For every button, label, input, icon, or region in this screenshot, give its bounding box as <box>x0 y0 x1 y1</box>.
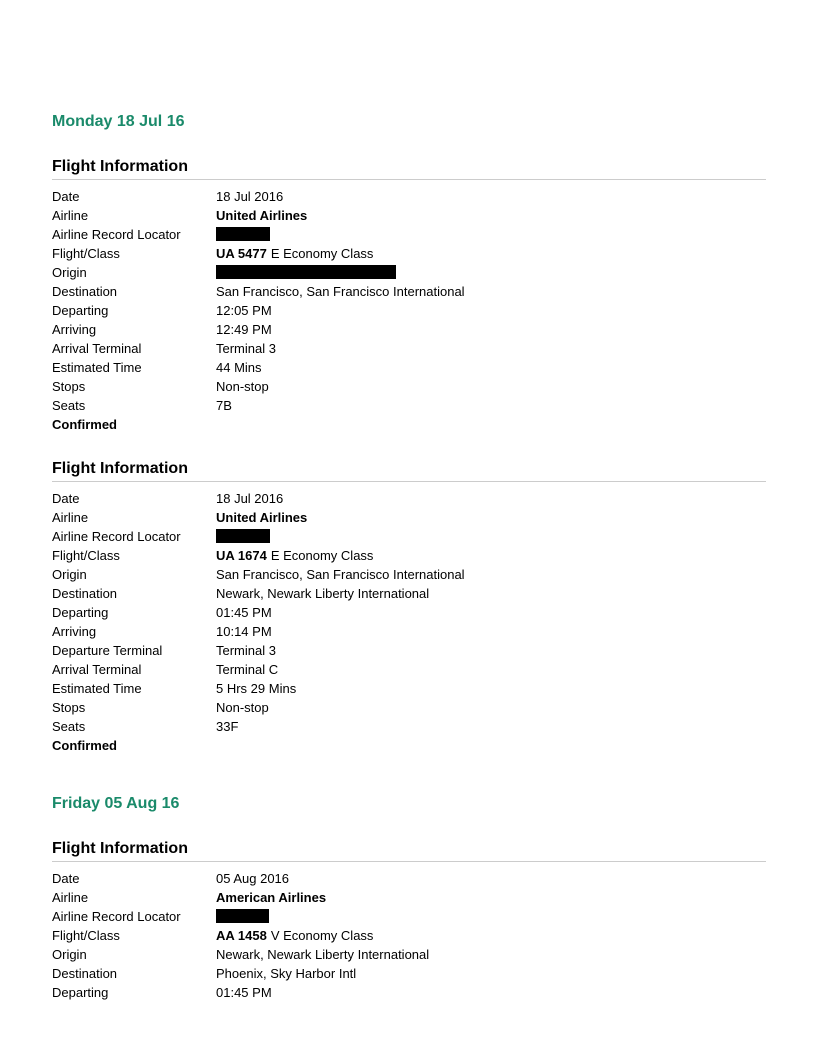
row-departing: Departing 01:45 PM <box>52 605 272 620</box>
fare-class: E Economy Class <box>270 548 374 563</box>
flight-number: UA 1674 <box>216 548 267 563</box>
row-record-locator: Airline Record Locator <box>52 907 766 926</box>
row-departing: Departing 01:45 PM <box>52 985 272 1000</box>
day-heading: Friday 05 Aug 16 <box>52 795 180 812</box>
fare-class: V Economy Class <box>270 928 374 943</box>
row-arriving: Arriving 10:14 PM <box>52 624 272 639</box>
row-origin: Origin Newark, Newark Liberty International <box>52 947 430 962</box>
row-arrival-terminal: Arrival Terminal Terminal C <box>52 662 279 677</box>
row-record-locator: Airline Record Locator <box>52 225 766 244</box>
row-destination: Destination Phoenix, Sky Harbor Intl <box>52 966 357 981</box>
row-flight-class: Flight/Class UA 5477 E Economy Class <box>52 246 374 261</box>
section-title: Flight Information <box>52 839 766 862</box>
flight-info-section <box>52 839 766 1002</box>
fare-class: E Economy Class <box>270 246 374 261</box>
flight-number: AA 1458 <box>216 928 267 943</box>
row-record-locator: Airline Record Locator <box>52 527 766 546</box>
row-stops: Stops Non-stop <box>52 379 269 394</box>
row-departing: Departing 12:05 PM <box>52 303 272 318</box>
row-arriving: Arriving 12:49 PM <box>52 322 272 337</box>
row-estimated-time: Estimated Time 5 Hrs 29 Mins <box>52 681 297 696</box>
flight-number: UA 5477 <box>216 246 267 261</box>
row-airline: Airline United Airlines <box>52 208 308 223</box>
row-seats: Seats 33F <box>52 719 239 734</box>
flight-info-section <box>52 459 766 755</box>
status-confirmed: Confirmed <box>52 417 117 432</box>
row-date: Date 05 Aug 2016 <box>52 871 290 886</box>
row-origin: Origin <box>52 263 766 282</box>
flight-info-section <box>52 157 766 434</box>
row-flight-class: Flight/Class AA 1458 V Economy Class <box>52 928 374 943</box>
row-date: Date 18 Jul 2016 <box>52 189 284 204</box>
redacted-block <box>216 265 396 279</box>
redacted-block <box>216 909 269 923</box>
row-destination: Destination San Francisco, San Francisco International <box>52 284 465 299</box>
row-origin: Origin San Francisco, San Francisco International <box>52 567 465 582</box>
row-estimated-time: Estimated Time 44 Mins <box>52 360 262 375</box>
row-airline: Airline American Airlines <box>52 890 327 905</box>
day-heading: Monday 18 Jul 16 <box>52 113 185 130</box>
section-title: Flight Information <box>52 459 766 482</box>
row-departure-terminal: Departure Terminal Terminal 3 <box>52 643 276 658</box>
row-flight-class: Flight/Class UA 1674 E Economy Class <box>52 548 374 563</box>
row-date: Date 18 Jul 2016 <box>52 491 284 506</box>
row-stops: Stops Non-stop <box>52 700 269 715</box>
row-seats: Seats 7B <box>52 398 232 413</box>
row-destination: Destination Newark, Newark Liberty International <box>52 586 430 601</box>
status-confirmed: Confirmed <box>52 738 117 753</box>
row-arrival-terminal: Arrival Terminal Terminal 3 <box>52 341 276 356</box>
redacted-block <box>216 529 270 543</box>
section-title: Flight Information <box>52 157 766 180</box>
redacted-block <box>216 227 270 241</box>
row-airline: Airline United Airlines <box>52 510 308 525</box>
